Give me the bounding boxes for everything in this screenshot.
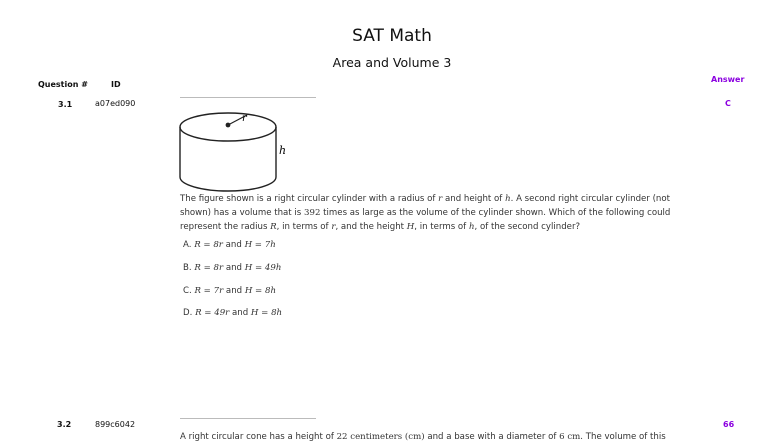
question-divider (180, 418, 316, 419)
answer-choice-b[interactable]: B. R = 8r and H = 49h (183, 263, 282, 273)
question-answer: 66 (723, 420, 735, 429)
question-number: 3.1 (58, 100, 73, 109)
radius-label: r (242, 113, 247, 124)
answer-choice-c[interactable]: C. R = 7r and H = 8h (183, 286, 276, 296)
column-header-answer: Answer (711, 75, 745, 84)
answer-choice-d[interactable]: D. R = 49r and H = 8h (183, 308, 283, 318)
height-label: h (279, 144, 287, 157)
question-divider (180, 97, 316, 98)
answer-choice-a[interactable]: A. R = 8r and H = 7h (183, 240, 276, 250)
column-header-id: ID (111, 80, 121, 89)
question-number: 3.2 (57, 420, 72, 429)
question-answer: C (725, 99, 731, 108)
question-stem: The figure shown is a right circular cylinder with a radius of r and height of h. A second right circular cylinder (not shown) has a volume that is 392 times as large as the volume of the cylinder shown. Which of the following could represent the radius R, in terms of r, and the height H, in terms of h, of the second cylinder? (180, 194, 671, 232)
page-title: SAT Math (352, 26, 432, 46)
question-stem: A right circular cone has a height of 22 centimeters (cm) and a base with a diameter of 6 cm. The volume of this (180, 432, 666, 442)
column-header-question: Question # (38, 80, 88, 89)
question-id: 899c6042 (95, 420, 136, 429)
page-subtitle: Area and Volume 3 (332, 55, 452, 70)
question-id: a07ed090 (95, 99, 136, 108)
cylinder-figure (176, 105, 296, 195)
